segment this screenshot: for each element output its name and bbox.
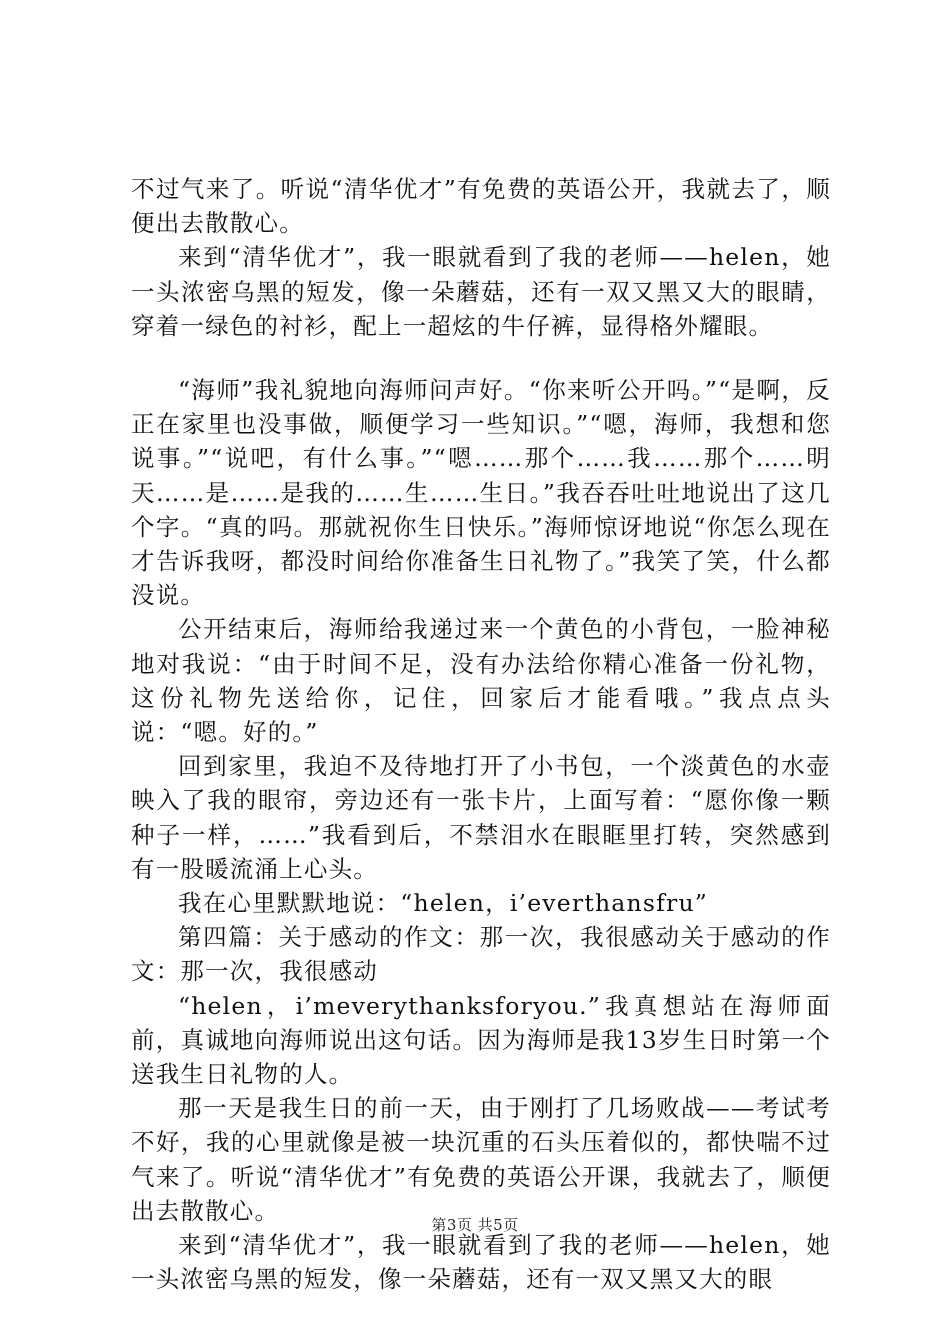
page-footer: 第3页 共5页 (431, 1216, 519, 1234)
paragraph: 来到“清华优才”，我一眼就看到了我的老师——helen，她一头浓密乌黑的短发，像一朵蘑菇，还有一双又黑又大的眼睛，穿着一绿色的衬衫，配上一超炫的牛仔裤，显得格外耀眼。 (131, 243, 831, 340)
paragraph: 回到家里，我迫不及待地打开了小书包，一个淡黄色的水壶映入了我的眼帘，旁边还有一张卡片，上面写着：“愿你像一颗种子一样，……”我看到后，不禁泪水在眼眶里打转，突然感到有一股暖流涌上心头。 (131, 752, 831, 883)
paragraph-gap (131, 343, 831, 373)
body-text (131, 172, 831, 1297)
paragraph: 公开结束后，海师给我递过来一个黄色的小背包，一脸神秘地对我说：“由于时间不足，没有办法给你精心准备一份礼物，这份礼物先送给你，记住，回家后才能看哦。”我点点头说：“嗯。好的。” (131, 615, 831, 747)
paragraph: “helen，i’meverythanksforyou.”我真想站在海师面前，真诚地向海师说出这句话。因为海师是我13岁生日时第一个送我生日礼物的人。 (131, 991, 831, 1089)
paragraph: “海师”我礼貌地向海师问声好。“你来听公开吗。”“是啊，反正在家里也没事做，顺便学习一些知识。”“嗯，海师，我想和您说事。”“说吧，有什么事。”“嗯……那个……我……那个……明天……是……是我的……生……生日。”我吞吞吐吐地说出了这几个字。“真的吗。那就祝你生日快乐。”海师惊讶地说“你怎么现在才告诉我呀，都没时间给你准备生日礼物了。”我笑了笑，什么都没说。 (131, 376, 831, 610)
paragraph: 来到“清华优才”，我一眼就看到了我的老师——helen，她一头浓密乌黑的短发，像一朵蘑菇，还有一双又黑又大的眼 (131, 1231, 831, 1294)
section-heading: 第四篇：关于感动的作文：那一次，我很感动关于感动的作文：那一次，我很感动 (131, 923, 831, 986)
paragraph: 不过气来了。听说“清华优才”有免费的英语公开，我就去了，顺便出去散散心。 (131, 175, 831, 238)
paragraph: 那一天是我生日的前一天，由于刚打了几场败战——考试考不好，我的心里就像是被一块沉重的石头压着似的，都快喘不过气来了。听说“清华优才”有免费的英语公开课，我就去了，顺便出去散散心。 (131, 1094, 831, 1225)
paragraph: 我在心里默默地说：“helen，i’everthansfru” (178, 889, 708, 918)
